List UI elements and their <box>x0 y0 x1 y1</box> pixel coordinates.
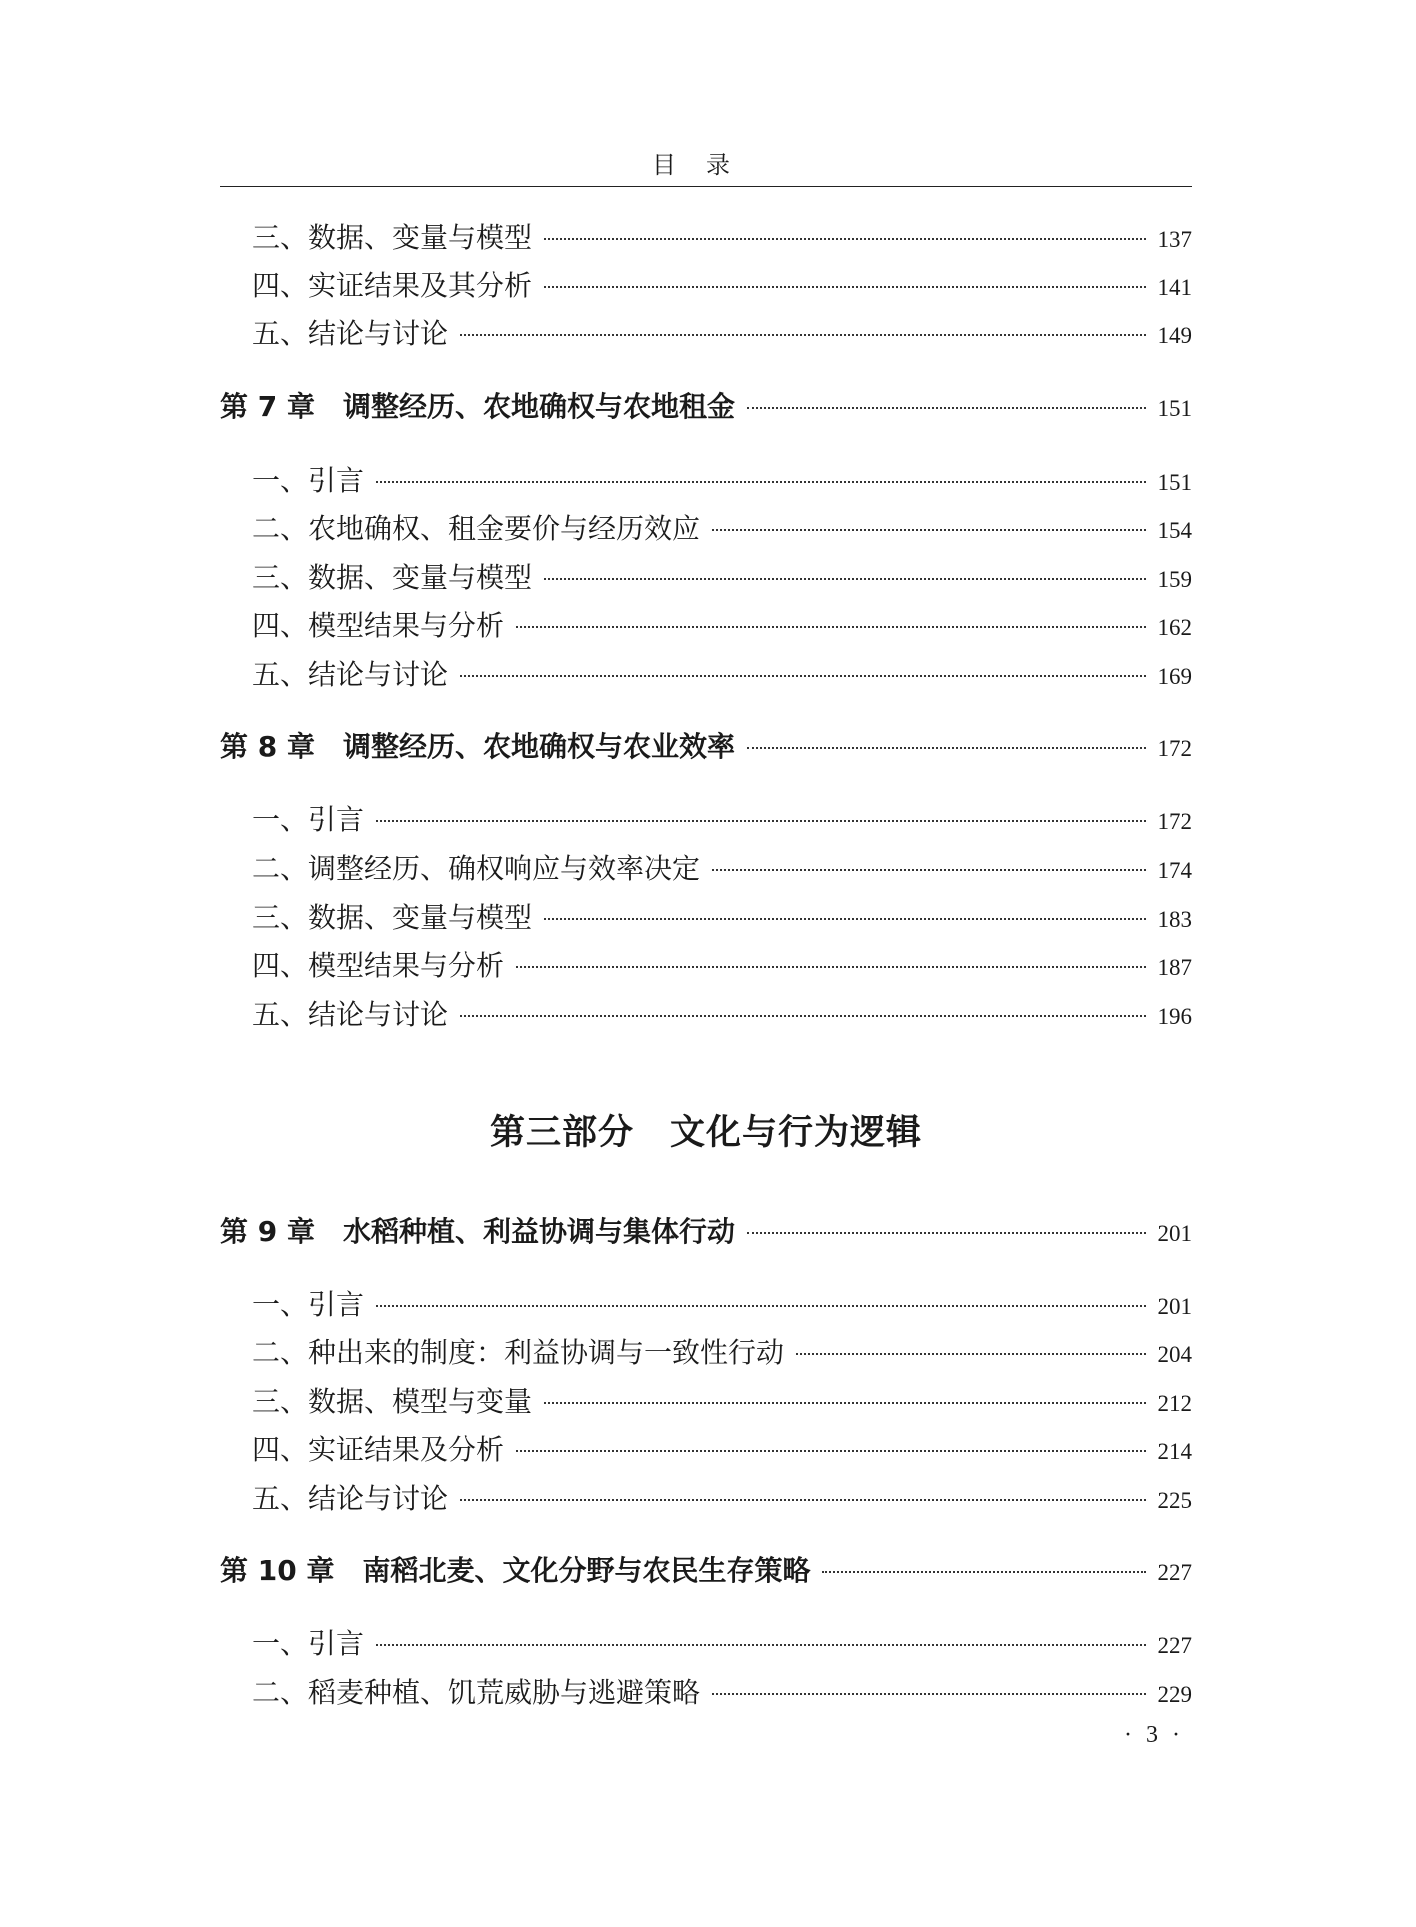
toc-page-number: 151 <box>1157 470 1192 495</box>
dot-leader <box>376 481 1146 483</box>
toc-entry[interactable] <box>220 461 1192 501</box>
toc-page-number: 172 <box>1157 736 1192 761</box>
dot-leader <box>460 1499 1146 1501</box>
toc-entry-title: 三、数据、变量与模型 <box>252 901 533 934</box>
header-rule <box>220 186 1192 187</box>
toc-chapter-entry[interactable] <box>220 387 1192 427</box>
dot-leader <box>747 1232 1146 1234</box>
toc-page-number: 151 <box>1157 396 1192 421</box>
dot-leader <box>376 820 1146 822</box>
dot-leader <box>544 1402 1146 1404</box>
dot-leader <box>712 529 1146 531</box>
toc-chapter-title: 第 8 章 调整经历、农地确权与农业效率 <box>220 730 735 763</box>
toc-entry-title: 一、引言 <box>252 1288 365 1321</box>
toc-entry-title: 三、数据、模型与变量 <box>252 1385 533 1418</box>
toc-entry[interactable] <box>220 1333 1192 1373</box>
toc-chapter-entry[interactable] <box>220 727 1192 767</box>
toc-entry[interactable] <box>220 1285 1192 1325</box>
toc-page-number: 212 <box>1157 1391 1192 1416</box>
dot-leader <box>544 578 1146 580</box>
toc-entry-title: 三、数据、变量与模型 <box>252 221 533 254</box>
toc-entry[interactable] <box>220 1624 1192 1664</box>
toc-chapter-entry[interactable] <box>220 1551 1192 1591</box>
toc-entry-title: 二、稻麦种植、饥荒威胁与逃避策略 <box>252 1676 701 1709</box>
dot-leader <box>747 747 1146 749</box>
toc-page-number: 159 <box>1157 567 1192 592</box>
dot-leader <box>460 334 1146 336</box>
dot-leader <box>544 918 1146 920</box>
toc-entry-title: 三、数据、变量与模型 <box>252 561 533 594</box>
toc-entry[interactable] <box>220 995 1192 1035</box>
dot-leader <box>747 407 1146 409</box>
toc-page-number: 162 <box>1157 615 1192 640</box>
toc-page-number: 137 <box>1157 227 1192 252</box>
toc-chapter-entry[interactable] <box>220 1212 1192 1252</box>
toc-page-number: 204 <box>1157 1342 1192 1367</box>
running-head: 目录 <box>652 151 760 179</box>
toc-entry[interactable] <box>220 898 1192 938</box>
toc-entry-title: 一、引言 <box>252 803 365 836</box>
dot-leader <box>460 1015 1146 1017</box>
toc-page-number: 141 <box>1157 275 1192 300</box>
toc-page-number: 149 <box>1157 323 1192 348</box>
toc-page-number: 169 <box>1157 664 1192 689</box>
dot-leader <box>516 626 1146 628</box>
toc-entry-title: 一、引言 <box>252 1627 365 1660</box>
toc-entry[interactable] <box>220 1430 1192 1470</box>
toc-entry[interactable] <box>220 1382 1192 1422</box>
toc-entry[interactable] <box>220 606 1192 646</box>
toc-entry[interactable] <box>220 266 1192 306</box>
toc-page-number: 187 <box>1157 955 1192 980</box>
page-folio: · 3 · <box>1124 1722 1184 1748</box>
toc-entry-title: 二、调整经历、确权响应与效率决定 <box>252 852 701 885</box>
dot-leader <box>822 1571 1146 1573</box>
toc-entry-title: 五、结论与讨论 <box>252 317 449 350</box>
toc-page-number: 183 <box>1157 907 1192 932</box>
toc-entry-title: 四、实证结果及分析 <box>252 1433 505 1466</box>
toc-page-number: 201 <box>1157 1221 1192 1246</box>
toc-page-number: 227 <box>1157 1633 1192 1658</box>
toc-page-number: 201 <box>1157 1294 1192 1319</box>
toc-entry-title: 四、模型结果与分析 <box>252 609 505 642</box>
toc-entry[interactable] <box>220 509 1192 549</box>
toc-entry-title: 四、模型结果与分析 <box>252 949 505 982</box>
dot-leader <box>376 1644 1146 1646</box>
toc-entry[interactable] <box>220 946 1192 986</box>
toc-entry-title: 四、实证结果及其分析 <box>252 269 533 302</box>
dot-leader <box>516 1450 1146 1452</box>
toc-entry[interactable] <box>220 800 1192 840</box>
dot-leader <box>712 869 1146 871</box>
dot-leader <box>544 238 1146 240</box>
toc-page-number: 214 <box>1157 1439 1192 1464</box>
toc-entry-title: 五、结论与讨论 <box>252 658 449 691</box>
toc-entry[interactable] <box>220 1479 1192 1519</box>
toc-entry-title: 二、农地确权、租金要价与经历效应 <box>252 512 701 545</box>
toc-entry[interactable] <box>220 558 1192 598</box>
toc-chapter-title: 第 9 章 水稻种植、利益协调与集体行动 <box>220 1215 735 1248</box>
toc-entry-title: 一、引言 <box>252 464 365 497</box>
dot-leader <box>712 1693 1146 1695</box>
toc-page-number: 196 <box>1157 1004 1192 1029</box>
toc-entry[interactable] <box>220 218 1192 258</box>
toc-chapter-title: 第 7 章 调整经历、农地确权与农地租金 <box>220 390 735 423</box>
toc-entry[interactable] <box>220 314 1192 354</box>
toc-entry[interactable] <box>220 655 1192 695</box>
toc-page-number: 154 <box>1157 518 1192 543</box>
toc-page-number: 225 <box>1157 1488 1192 1513</box>
part-heading: 第三部分 文化与行为逻辑 <box>489 1113 922 1153</box>
dot-leader <box>376 1305 1146 1307</box>
toc-entry[interactable] <box>220 849 1192 889</box>
toc-chapter-title: 第 10 章 南稻北麦、文化分野与农民生存策略 <box>220 1554 811 1587</box>
toc-entry-title: 五、结论与讨论 <box>252 998 449 1031</box>
toc-entry-title: 五、结论与讨论 <box>252 1482 449 1515</box>
dot-leader <box>544 286 1146 288</box>
toc-entry-title: 二、种出来的制度：利益协调与一致性行动 <box>252 1336 785 1369</box>
dot-leader <box>460 675 1146 677</box>
dot-leader <box>516 966 1146 968</box>
toc-page-number: 229 <box>1157 1682 1192 1707</box>
dot-leader <box>796 1353 1146 1355</box>
toc-entry[interactable] <box>220 1673 1192 1713</box>
toc-page-number: 227 <box>1157 1560 1192 1585</box>
toc-page-number: 172 <box>1157 809 1192 834</box>
toc-page-number: 174 <box>1157 858 1192 883</box>
